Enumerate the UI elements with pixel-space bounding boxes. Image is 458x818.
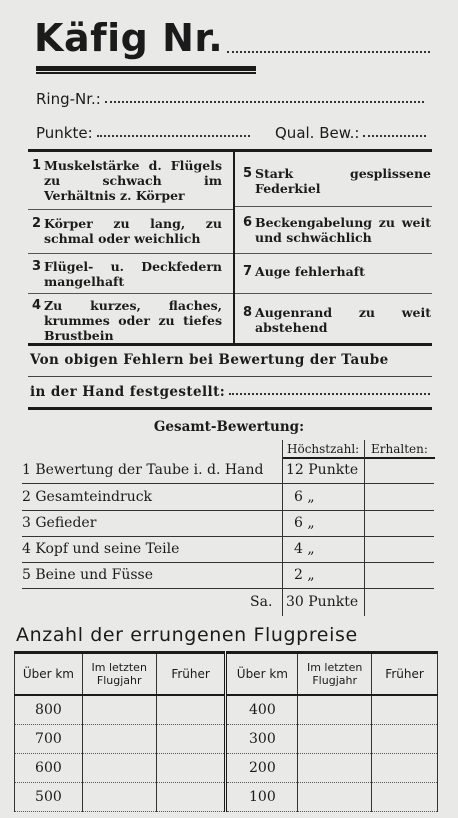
km-cell: 500 xyxy=(15,783,83,812)
gesamt-row-label: 3 Gefieder xyxy=(22,515,97,531)
entry-cell[interactable] xyxy=(372,695,438,725)
fault-item xyxy=(243,166,431,196)
col-header-max: Höchstzahl: xyxy=(287,442,360,456)
fault-number: 4 xyxy=(32,298,42,313)
fault-item xyxy=(243,305,431,335)
entry-cell[interactable] xyxy=(156,754,226,783)
flugpreise-table xyxy=(14,651,438,812)
col-header-km: Über km xyxy=(226,653,298,696)
flugpreise-title: Anzahl der errungenen Flugpreise xyxy=(16,624,358,646)
qual-row xyxy=(275,124,430,142)
fault-separator xyxy=(235,253,432,254)
statement-text-1: Von obigen Fehlern bei Bewertung der Taube xyxy=(30,352,389,368)
flugpreise-header-row xyxy=(15,653,438,696)
gesamt-row-value: 12 Punkte xyxy=(286,462,359,478)
faults-top-rule xyxy=(28,149,432,152)
punkte-field[interactable] xyxy=(97,135,250,137)
fault-text: Flügel- u. Deckfedern mangelhaft xyxy=(44,259,222,289)
km-cell: 700 xyxy=(15,725,83,754)
fault-item xyxy=(32,216,222,246)
gesamt-row-value: 6 „ xyxy=(294,515,315,531)
punkte-label: Punkte: xyxy=(36,124,93,142)
fault-item xyxy=(243,264,431,279)
statement-text-2: in der Hand festgestellt: xyxy=(30,384,226,400)
fault-separator xyxy=(28,293,233,294)
fault-text: Auge fehlerhaft xyxy=(255,264,365,279)
km-cell: 300 xyxy=(226,725,298,754)
km-cell: 100 xyxy=(226,783,298,812)
gesamt-row-value: 4 „ xyxy=(294,541,315,557)
entry-cell[interactable] xyxy=(82,725,156,754)
fault-text: Stark gesplissene Federkiel xyxy=(255,166,431,196)
fault-number: 3 xyxy=(32,259,42,274)
fault-text: Muskelstärke d. Flügels zu schwach im Verhältnis z. Körper xyxy=(44,158,222,203)
statement-line-1 xyxy=(30,352,434,368)
entry-cell[interactable] xyxy=(372,783,438,812)
gesamt-row-value: 6 „ xyxy=(294,489,315,505)
statement-line-2 xyxy=(30,384,434,400)
table-row xyxy=(15,754,438,783)
gesamt-row-rule xyxy=(22,483,434,484)
gesamt-row-label: 2 Gesamteindruck xyxy=(22,489,153,505)
fault-text: Beckengabelung zu weit und schwächlich xyxy=(255,215,431,245)
gesamt-row-rule xyxy=(22,588,434,589)
gesamt-row-rule xyxy=(22,562,434,563)
fault-separator xyxy=(28,253,233,254)
entry-cell[interactable] xyxy=(82,754,156,783)
page-title: Käfig Nr. xyxy=(34,16,224,60)
entry-cell[interactable] xyxy=(298,783,372,812)
punkte-row xyxy=(36,124,254,142)
entry-cell[interactable] xyxy=(298,695,372,725)
gesamt-row-value: 2 „ xyxy=(294,567,315,583)
qual-field[interactable] xyxy=(363,135,426,137)
fault-number: 6 xyxy=(243,215,253,230)
fault-separator xyxy=(235,206,432,207)
col-header-earlier: Früher xyxy=(372,653,438,696)
faults-bottom-rule xyxy=(28,343,432,346)
faults-column-divider xyxy=(233,151,235,343)
gesamt-row-rule xyxy=(22,536,434,537)
table-row xyxy=(15,695,438,725)
sum-label: Sa. xyxy=(250,594,273,610)
statement-separator xyxy=(28,376,432,377)
title-underline xyxy=(36,66,256,71)
gesamt-header-rule xyxy=(283,457,435,459)
qual-label: Qual. Bew.: xyxy=(275,124,360,142)
fault-text: Zu kurzes, flaches, krummes oder zu tiefes Brustbein xyxy=(44,298,222,343)
entry-cell[interactable] xyxy=(156,695,226,725)
km-cell: 400 xyxy=(226,695,298,725)
fault-item xyxy=(32,259,222,289)
title-underline-thin xyxy=(36,72,256,74)
entry-cell[interactable] xyxy=(372,754,438,783)
table-row xyxy=(15,783,438,812)
gesamt-vline-1 xyxy=(282,440,283,616)
statement-field[interactable] xyxy=(229,393,430,395)
km-cell: 600 xyxy=(15,754,83,783)
gesamt-row-label: 4 Kopf und seine Teile xyxy=(22,541,180,557)
entry-cell[interactable] xyxy=(156,725,226,754)
km-cell: 800 xyxy=(15,695,83,725)
statement-bottom-rule xyxy=(28,407,432,410)
gesamt-row-label: 5 Beine und Füsse xyxy=(22,567,153,583)
table-row xyxy=(15,725,438,754)
title-fill-line[interactable] xyxy=(227,51,430,53)
sum-value: 30 Punkte xyxy=(286,594,359,610)
entry-cell[interactable] xyxy=(298,725,372,754)
fault-number: 1 xyxy=(32,158,42,173)
fault-number: 5 xyxy=(243,166,253,181)
entry-cell[interactable] xyxy=(82,783,156,812)
title-row xyxy=(34,18,434,58)
ring-label: Ring-Nr.: xyxy=(36,90,101,108)
fault-text: Körper zu lang, zu schmal oder weichlich xyxy=(44,216,222,246)
ring-row xyxy=(36,90,428,108)
col-header-got: Erhalten: xyxy=(371,442,428,456)
gesamt-row-rule xyxy=(22,510,434,511)
entry-cell[interactable] xyxy=(156,783,226,812)
fault-separator xyxy=(235,293,432,294)
fault-item xyxy=(32,298,222,343)
gesamt-vline-2 xyxy=(364,440,365,616)
col-header-km: Über km xyxy=(15,653,83,696)
gesamt-row-label: 1 Bewertung der Taube i. d. Hand xyxy=(22,462,264,478)
fault-text: Augenrand zu weit abstehend xyxy=(255,305,431,335)
fault-item xyxy=(243,215,431,245)
fault-number: 8 xyxy=(243,305,253,320)
entry-cell[interactable] xyxy=(298,754,372,783)
fault-number: 2 xyxy=(32,216,42,231)
fault-separator xyxy=(28,209,233,210)
col-header-last-year: Im letzten Flugjahr xyxy=(82,653,156,696)
entry-cell[interactable] xyxy=(82,695,156,725)
col-header-earlier: Früher xyxy=(156,653,226,696)
fault-number: 7 xyxy=(243,264,253,279)
fault-item xyxy=(32,158,222,203)
gesamt-title: Gesamt-Bewertung: xyxy=(153,419,305,435)
km-cell: 200 xyxy=(226,754,298,783)
entry-cell[interactable] xyxy=(372,725,438,754)
col-header-last-year: Im letzten Flugjahr xyxy=(298,653,372,696)
ring-field[interactable] xyxy=(105,101,424,103)
